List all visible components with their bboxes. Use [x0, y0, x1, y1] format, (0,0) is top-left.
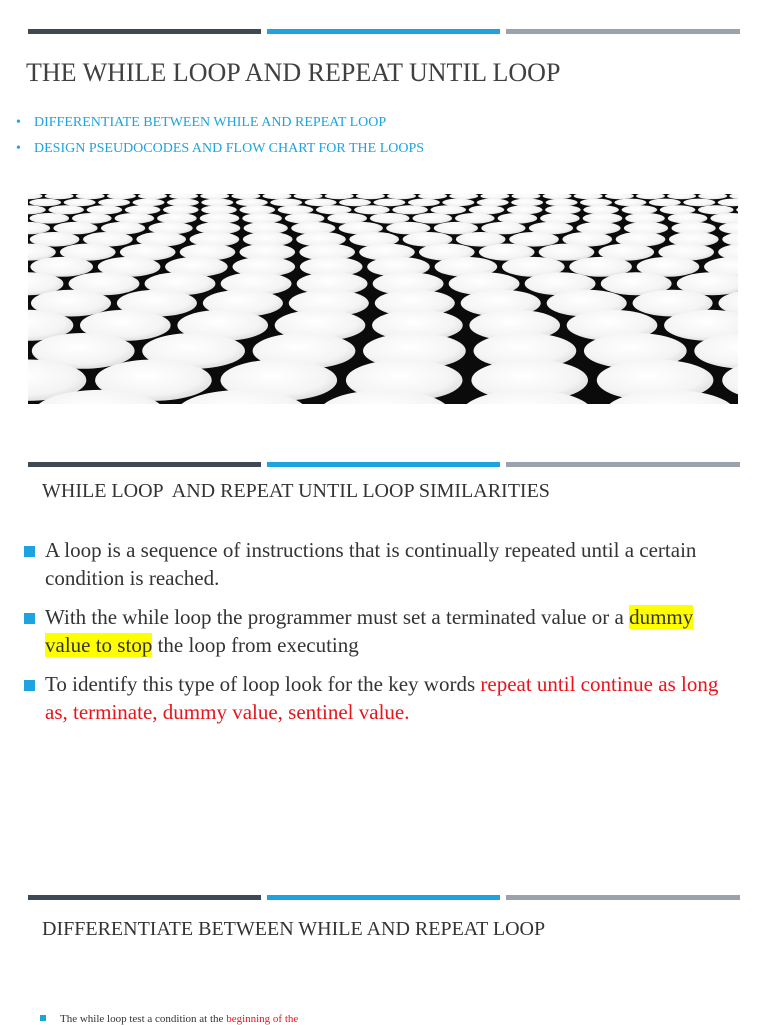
white-disc: [263, 194, 292, 199]
objective-text: DESIGN PSEUDOCODES AND FLOW CHART FOR THE LOOPS: [34, 141, 425, 156]
white-disc: [28, 194, 43, 199]
list-item: [22, 536, 722, 592]
item-text: A loop is a sequence of instructions that is continually repeated until a certain condition is reached.: [45, 538, 697, 590]
white-discs-photo: [28, 194, 738, 404]
white-disc: [698, 205, 734, 214]
white-disc: [28, 205, 46, 214]
list-item: [22, 603, 722, 659]
white-disc: [167, 199, 199, 207]
white-disc: [278, 205, 314, 214]
white-disc: [622, 205, 658, 214]
divider-bar-blue: [267, 462, 500, 467]
white-disc: [540, 213, 580, 224]
white-disc: [48, 205, 84, 214]
white-disc: [683, 199, 715, 207]
white-disc: [660, 205, 696, 214]
white-disc: [719, 222, 738, 234]
white-disc: [413, 213, 453, 224]
white-disc: [354, 205, 390, 214]
divider-bar-grey: [506, 895, 740, 900]
divider-bar-blue: [267, 29, 500, 34]
bullet-dot-icon: •: [16, 141, 21, 156]
slide1-title: THE WHILE LOOP AND REPEAT UNTIL LOOP: [26, 58, 561, 87]
white-disc: [507, 205, 543, 214]
white-disc: [649, 199, 681, 207]
item-text: To identify this type of loop look for the key words: [45, 672, 481, 696]
white-disc: [370, 213, 410, 224]
white-disc: [240, 205, 276, 214]
white-disc: [580, 199, 612, 207]
white-disc: [157, 213, 197, 224]
divider-bar-dark: [28, 462, 261, 467]
white-disc: [231, 194, 260, 199]
white-disc: [480, 194, 509, 199]
white-disc: [667, 194, 696, 199]
white-disc: [125, 205, 161, 214]
white-disc: [583, 205, 619, 214]
white-disc: [76, 194, 105, 199]
objective-text: DIFFERENTIATE BETWEEN WHILE AND REPEAT LOOP: [34, 115, 387, 130]
white-disc: [87, 205, 123, 214]
divider-bar-dark: [28, 895, 261, 900]
white-disc: [469, 205, 505, 214]
white-disc: [339, 199, 371, 207]
white-disc: [545, 205, 581, 214]
white-disc: [736, 205, 738, 214]
white-disc: [636, 194, 665, 199]
divider-bar-blue: [267, 895, 500, 900]
white-disc: [200, 194, 229, 199]
white-disc: [449, 194, 478, 199]
white-disc: [710, 213, 738, 224]
slide3-divider-bars: [28, 895, 740, 901]
white-disc: [169, 194, 198, 199]
divider-bar-grey: [506, 462, 740, 467]
slide2-divider-bars: [28, 462, 740, 468]
white-disc: [30, 213, 70, 224]
white-disc: [356, 194, 385, 199]
keywords-text: repeat until continue as long as, terminate, dummy value, sentinel value.: [45, 672, 719, 724]
slide1-objectives-list: [16, 110, 424, 162]
slide3-title: DIFFERENTIATE BETWEEN WHILE AND REPEAT LOOP: [42, 918, 546, 940]
white-disc: [29, 199, 61, 207]
white-disc: [98, 199, 130, 207]
white-disc: [418, 194, 447, 199]
white-disc: [434, 222, 478, 234]
item-text: With the while loop the programmer must set a terminated value or a: [45, 605, 630, 629]
slide2-title: WHILE LOOP AND REPEAT UNTIL LOOP SIMILARITIES: [42, 480, 550, 502]
discs-illustration: [28, 194, 738, 404]
item-text: The while loop test a condition at the: [60, 1013, 227, 1025]
square-bullet-icon: [24, 546, 35, 557]
white-disc: [546, 199, 578, 207]
white-disc: [668, 213, 708, 224]
white-disc: [431, 205, 467, 214]
list-item: [22, 670, 722, 726]
white-disc: [477, 199, 509, 207]
white-disc: [614, 199, 646, 207]
white-disc: [45, 194, 74, 199]
white-disc: [236, 199, 268, 207]
square-bullet-icon: [24, 680, 35, 691]
white-disc: [392, 205, 428, 214]
white-disc: [270, 199, 302, 207]
white-disc: [201, 199, 233, 207]
white-disc: [316, 205, 352, 214]
square-bullet-icon: [24, 613, 35, 624]
bullet-dot-icon: •: [16, 115, 21, 130]
white-disc: [512, 194, 541, 199]
white-disc: [698, 194, 727, 199]
white-disc: [373, 199, 405, 207]
white-disc: [442, 199, 474, 207]
white-disc: [729, 194, 738, 199]
white-disc: [305, 199, 337, 207]
highlighted-text: dummy value to stop: [45, 605, 694, 657]
slide1-divider-bars: [28, 29, 740, 35]
white-disc: [455, 213, 495, 224]
white-disc: [325, 194, 354, 199]
square-bullet-icon: [40, 1015, 46, 1021]
objective-item: [16, 136, 424, 162]
white-disc: [718, 199, 738, 207]
slide3-first-item: [40, 1013, 298, 1025]
white-disc: [201, 205, 237, 214]
divider-bar-dark: [28, 29, 261, 34]
white-disc: [408, 199, 440, 207]
white-disc: [163, 205, 199, 214]
white-disc: [574, 194, 603, 199]
white-disc: [387, 194, 416, 199]
white-disc: [138, 194, 167, 199]
objective-item: [16, 110, 424, 136]
white-disc: [107, 194, 136, 199]
divider-bar-grey: [506, 29, 740, 34]
white-disc: [511, 199, 543, 207]
white-disc: [285, 213, 325, 224]
white-disc: [543, 194, 572, 199]
white-disc: [294, 194, 323, 199]
item-text: the loop from executing: [152, 633, 359, 657]
white-disc: [133, 199, 165, 207]
keywords-text: beginning of the: [226, 1013, 299, 1025]
white-disc: [64, 199, 96, 207]
white-disc: [605, 194, 634, 199]
similarities-list: [22, 536, 722, 737]
